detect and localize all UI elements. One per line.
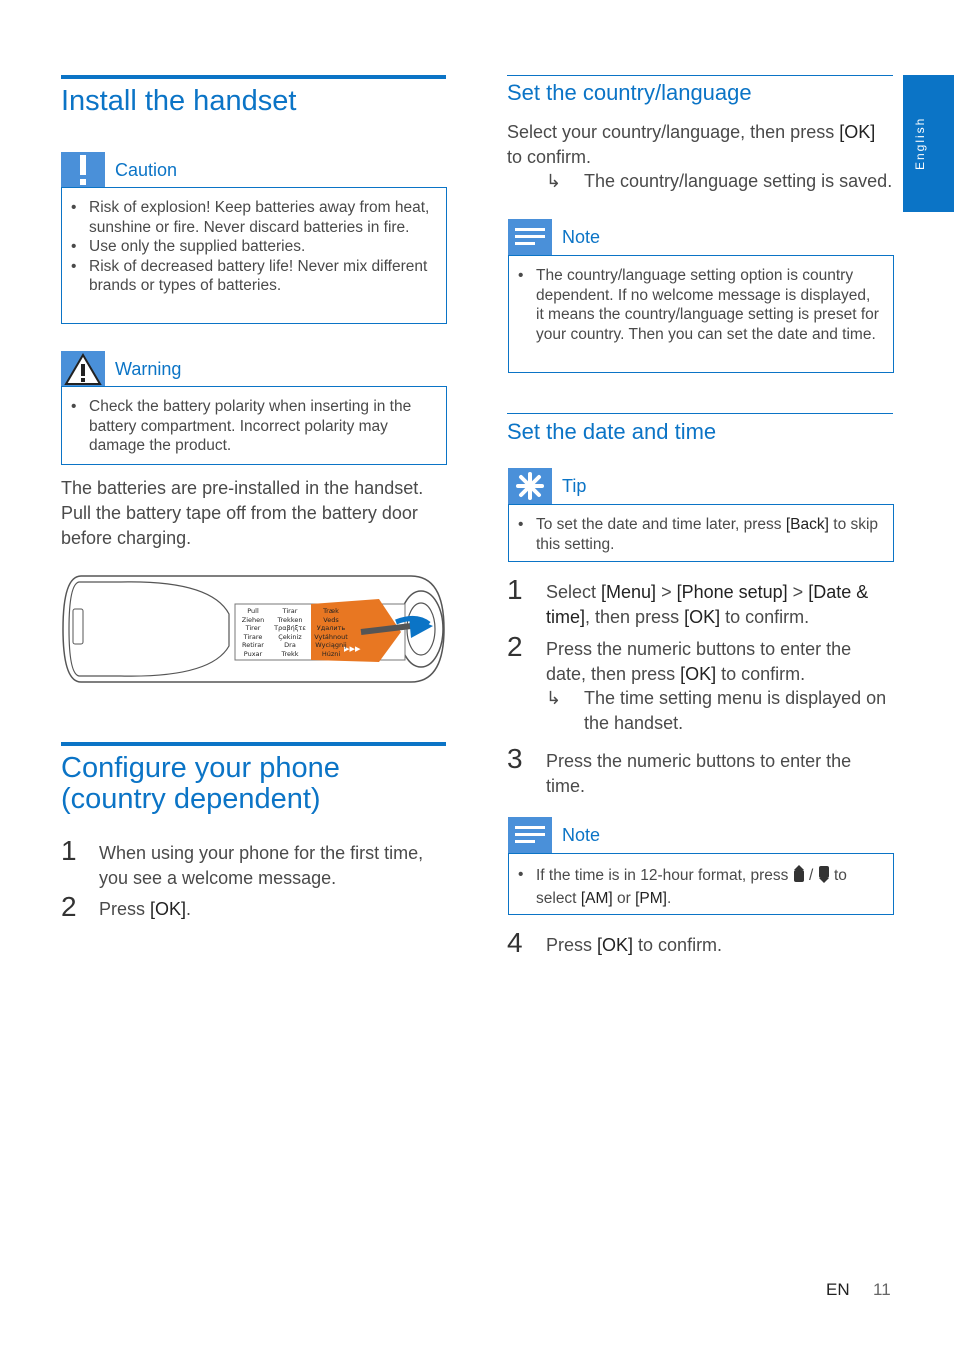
note-box	[508, 853, 894, 915]
tape-label: Τραβήξτε	[274, 624, 306, 633]
step-number: 1	[61, 835, 77, 866]
tape-label: Pull	[247, 607, 259, 615]
step-text: Press the numeric buttons to enter the time.	[546, 751, 852, 796]
up-key-icon	[793, 865, 805, 889]
down-key-icon	[818, 865, 830, 889]
tape-label: Trekk	[281, 649, 299, 658]
tape-label: Tirare	[243, 632, 263, 641]
section-rule	[61, 75, 446, 79]
tape-label: Vytáhnout	[314, 632, 348, 641]
country-title: Set the country/language	[507, 80, 752, 105]
list-item: • Use only the supplied batteries.	[62, 237, 432, 257]
note-lines-icon	[508, 817, 552, 853]
list-item: • Risk of decreased battery life! Never mix different brands or types of batteries.	[62, 257, 432, 296]
section-rule	[507, 75, 893, 76]
tape-label: Удалить	[316, 624, 346, 633]
tape-label: Veds	[323, 615, 339, 624]
exclamation-icon	[61, 152, 105, 188]
page-number: 11	[873, 1280, 891, 1299]
svg-text:▸▸▸: ▸▸▸	[344, 642, 361, 655]
caution-header	[61, 152, 177, 188]
step-text: When using your phone for the first time, you see a welcome message.	[99, 843, 424, 888]
install-title: Install the handset	[61, 85, 297, 117]
tape-label: Retirar	[242, 641, 264, 650]
warning-triangle-icon	[61, 351, 105, 387]
tape-label: Trekken	[277, 615, 303, 624]
section-rule	[61, 742, 446, 746]
caution-label: Caution	[115, 159, 178, 180]
list-item: • The country/language setting option is country dependent. If no welcome message is displayed, it means the country/language setting is preset for your country. Then you can set the date and time.	[509, 266, 879, 344]
side-tab-label: English	[913, 116, 927, 170]
datetime-title: Set the date and time	[507, 419, 717, 444]
note-header	[508, 817, 600, 853]
step-number: 3	[507, 743, 523, 774]
tape-labels	[239, 607, 359, 659]
tape-label: Træk	[323, 607, 339, 615]
note-box	[508, 255, 894, 373]
step-text: Press the numeric buttons to enter the date, then press [OK] to confirm.	[546, 639, 852, 684]
step-text: Press [OK].	[99, 899, 192, 919]
section-rule	[507, 413, 893, 414]
warning-box	[61, 386, 447, 465]
install-body: The batteries are pre-installed in the handset. Pull the battery tape off from the battery door before charging.	[61, 478, 424, 548]
warning-header	[61, 351, 181, 387]
step-number: 4	[507, 927, 523, 958]
warning-label: Warning	[115, 358, 182, 379]
caution-box	[61, 187, 447, 324]
tip-star-icon	[508, 468, 552, 504]
tape-label: Húzni	[321, 649, 341, 658]
footer-language: EN	[826, 1280, 850, 1299]
tip-header	[508, 468, 586, 504]
step-number: 2	[507, 631, 523, 662]
note-label: Note	[562, 824, 601, 845]
configure-title-line2: (country dependent)	[61, 783, 321, 815]
tape-label: Puxar	[243, 649, 263, 658]
note-header	[508, 219, 600, 255]
handset-illustration	[61, 574, 446, 684]
step-number: 1	[507, 574, 523, 605]
tape-label: Ziehen	[241, 615, 265, 624]
country-body: Select your country/language, then press [OK] to confirm.	[507, 122, 876, 167]
tape-label: Tirer	[245, 624, 261, 633]
list-item: • Risk of explosion! Keep batteries away from heat, sunshine or fire. Never discard batteries in fire.	[62, 198, 432, 237]
configure-title-line1: Configure your phone	[61, 752, 340, 784]
result-arrow-icon: ↳	[546, 171, 562, 191]
tape-label: Çekiniz	[278, 632, 302, 641]
list-item: • Check the battery polarity when inserting in the battery compartment. Incorrect polarity may damage the product.	[62, 397, 432, 456]
result-arrow-icon: ↳	[546, 688, 562, 708]
tape-label: Wyciągnij	[315, 641, 347, 650]
note-label: Note	[562, 226, 601, 247]
step-text: Select [Menu] > [Phone setup] > [Date & time], then press [OK] to confirm.	[546, 582, 869, 627]
tape-label: Dra	[284, 641, 296, 650]
tape-label: Tirar	[282, 607, 298, 615]
step-number: 2	[61, 891, 77, 922]
tip-label: Tip	[562, 475, 587, 496]
list-item: • To set the date and time later, press [Back] to skip this setting.	[509, 515, 879, 554]
list-item: • If the time is in 12-hour format, press / to select [AM] or [PM].	[509, 865, 879, 908]
note-lines-icon	[508, 219, 552, 255]
step-text: Press [OK] to confirm.	[546, 935, 723, 955]
language-side-tab	[903, 75, 954, 212]
configure-title	[61, 753, 340, 815]
tip-box	[508, 504, 894, 562]
